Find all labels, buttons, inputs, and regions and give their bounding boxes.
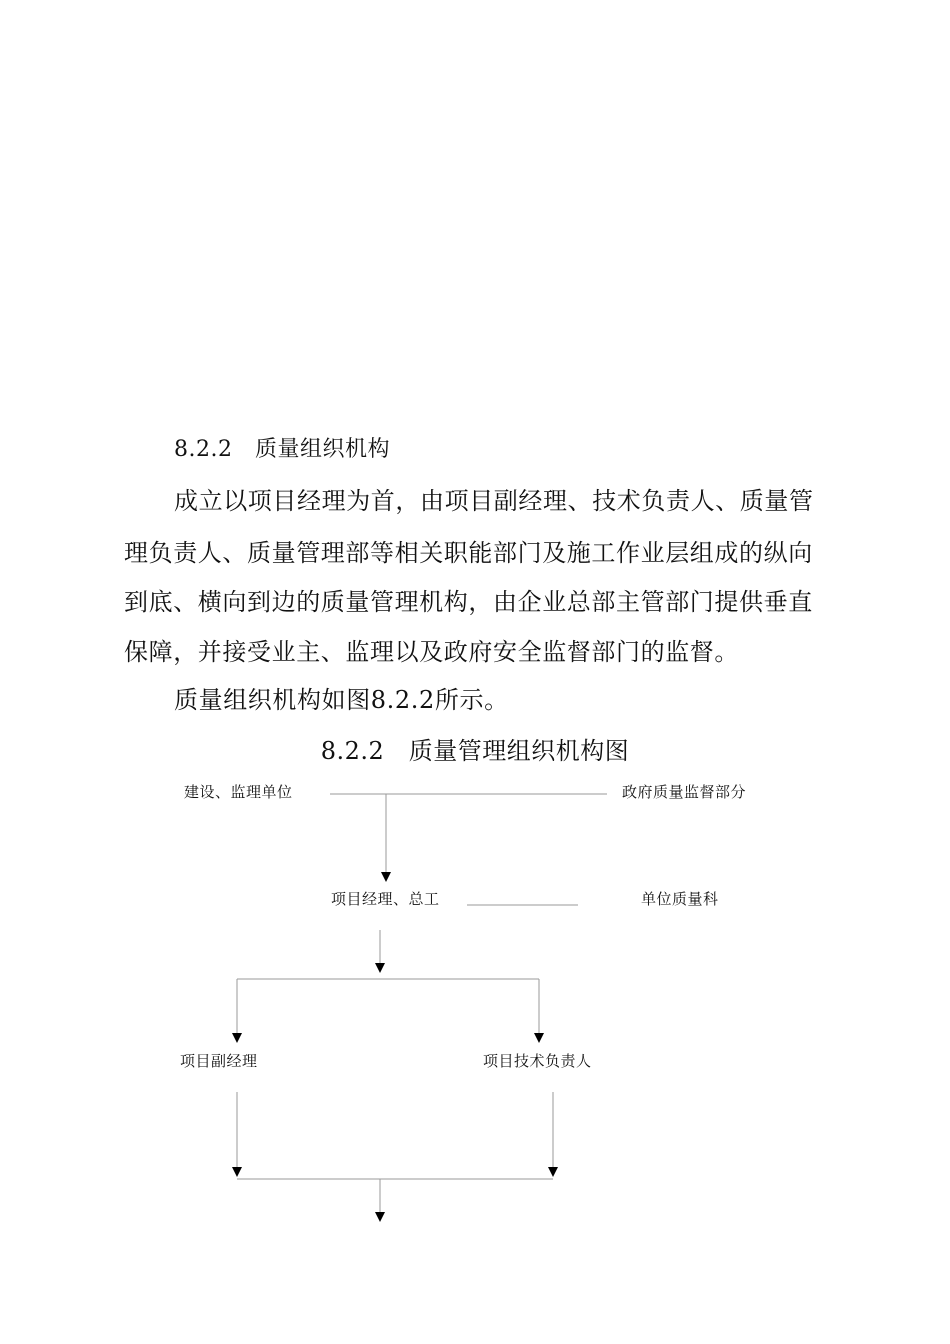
arrowhead xyxy=(375,1212,385,1222)
figure-title: 8.2.2 质量管理组织机构图 xyxy=(320,737,630,765)
paragraph-line: 成立以项目经理为首，由项目副经理、技术负责人、质量管 xyxy=(174,487,814,515)
paragraph-line: 到底、横向到边的质量管理机构，由企业总部主管部门提供垂直 xyxy=(124,588,813,616)
node-deputy-manager: 项目副经理 xyxy=(180,1052,258,1070)
node-technical-lead: 项目技术负责人 xyxy=(483,1052,592,1070)
node-government-quality: 政府质量监督部分 xyxy=(622,783,747,801)
node-construction-supervision: 建设、监理单位 xyxy=(184,783,293,801)
figure-reference: 质量组织机构如图8.2.2所示。 xyxy=(174,686,509,714)
arrowhead xyxy=(232,1167,242,1177)
section-heading: 8.2.2 质量组织机构 xyxy=(174,437,390,462)
paragraph-line: 保障，并接受业主、监理以及政府安全监督部门的监督。 xyxy=(124,638,739,666)
arrowhead xyxy=(232,1033,242,1043)
node-unit-quality-dept: 单位质量科 xyxy=(641,890,719,908)
arrowhead xyxy=(381,872,391,882)
arrowhead xyxy=(548,1167,558,1177)
paragraph-line: 理负责人、质量管理部等相关职能部门及施工作业层组成的纵向 xyxy=(124,539,813,567)
node-project-manager: 项目经理、总工 xyxy=(331,890,440,908)
arrowhead xyxy=(375,963,385,973)
arrowhead xyxy=(534,1033,544,1043)
